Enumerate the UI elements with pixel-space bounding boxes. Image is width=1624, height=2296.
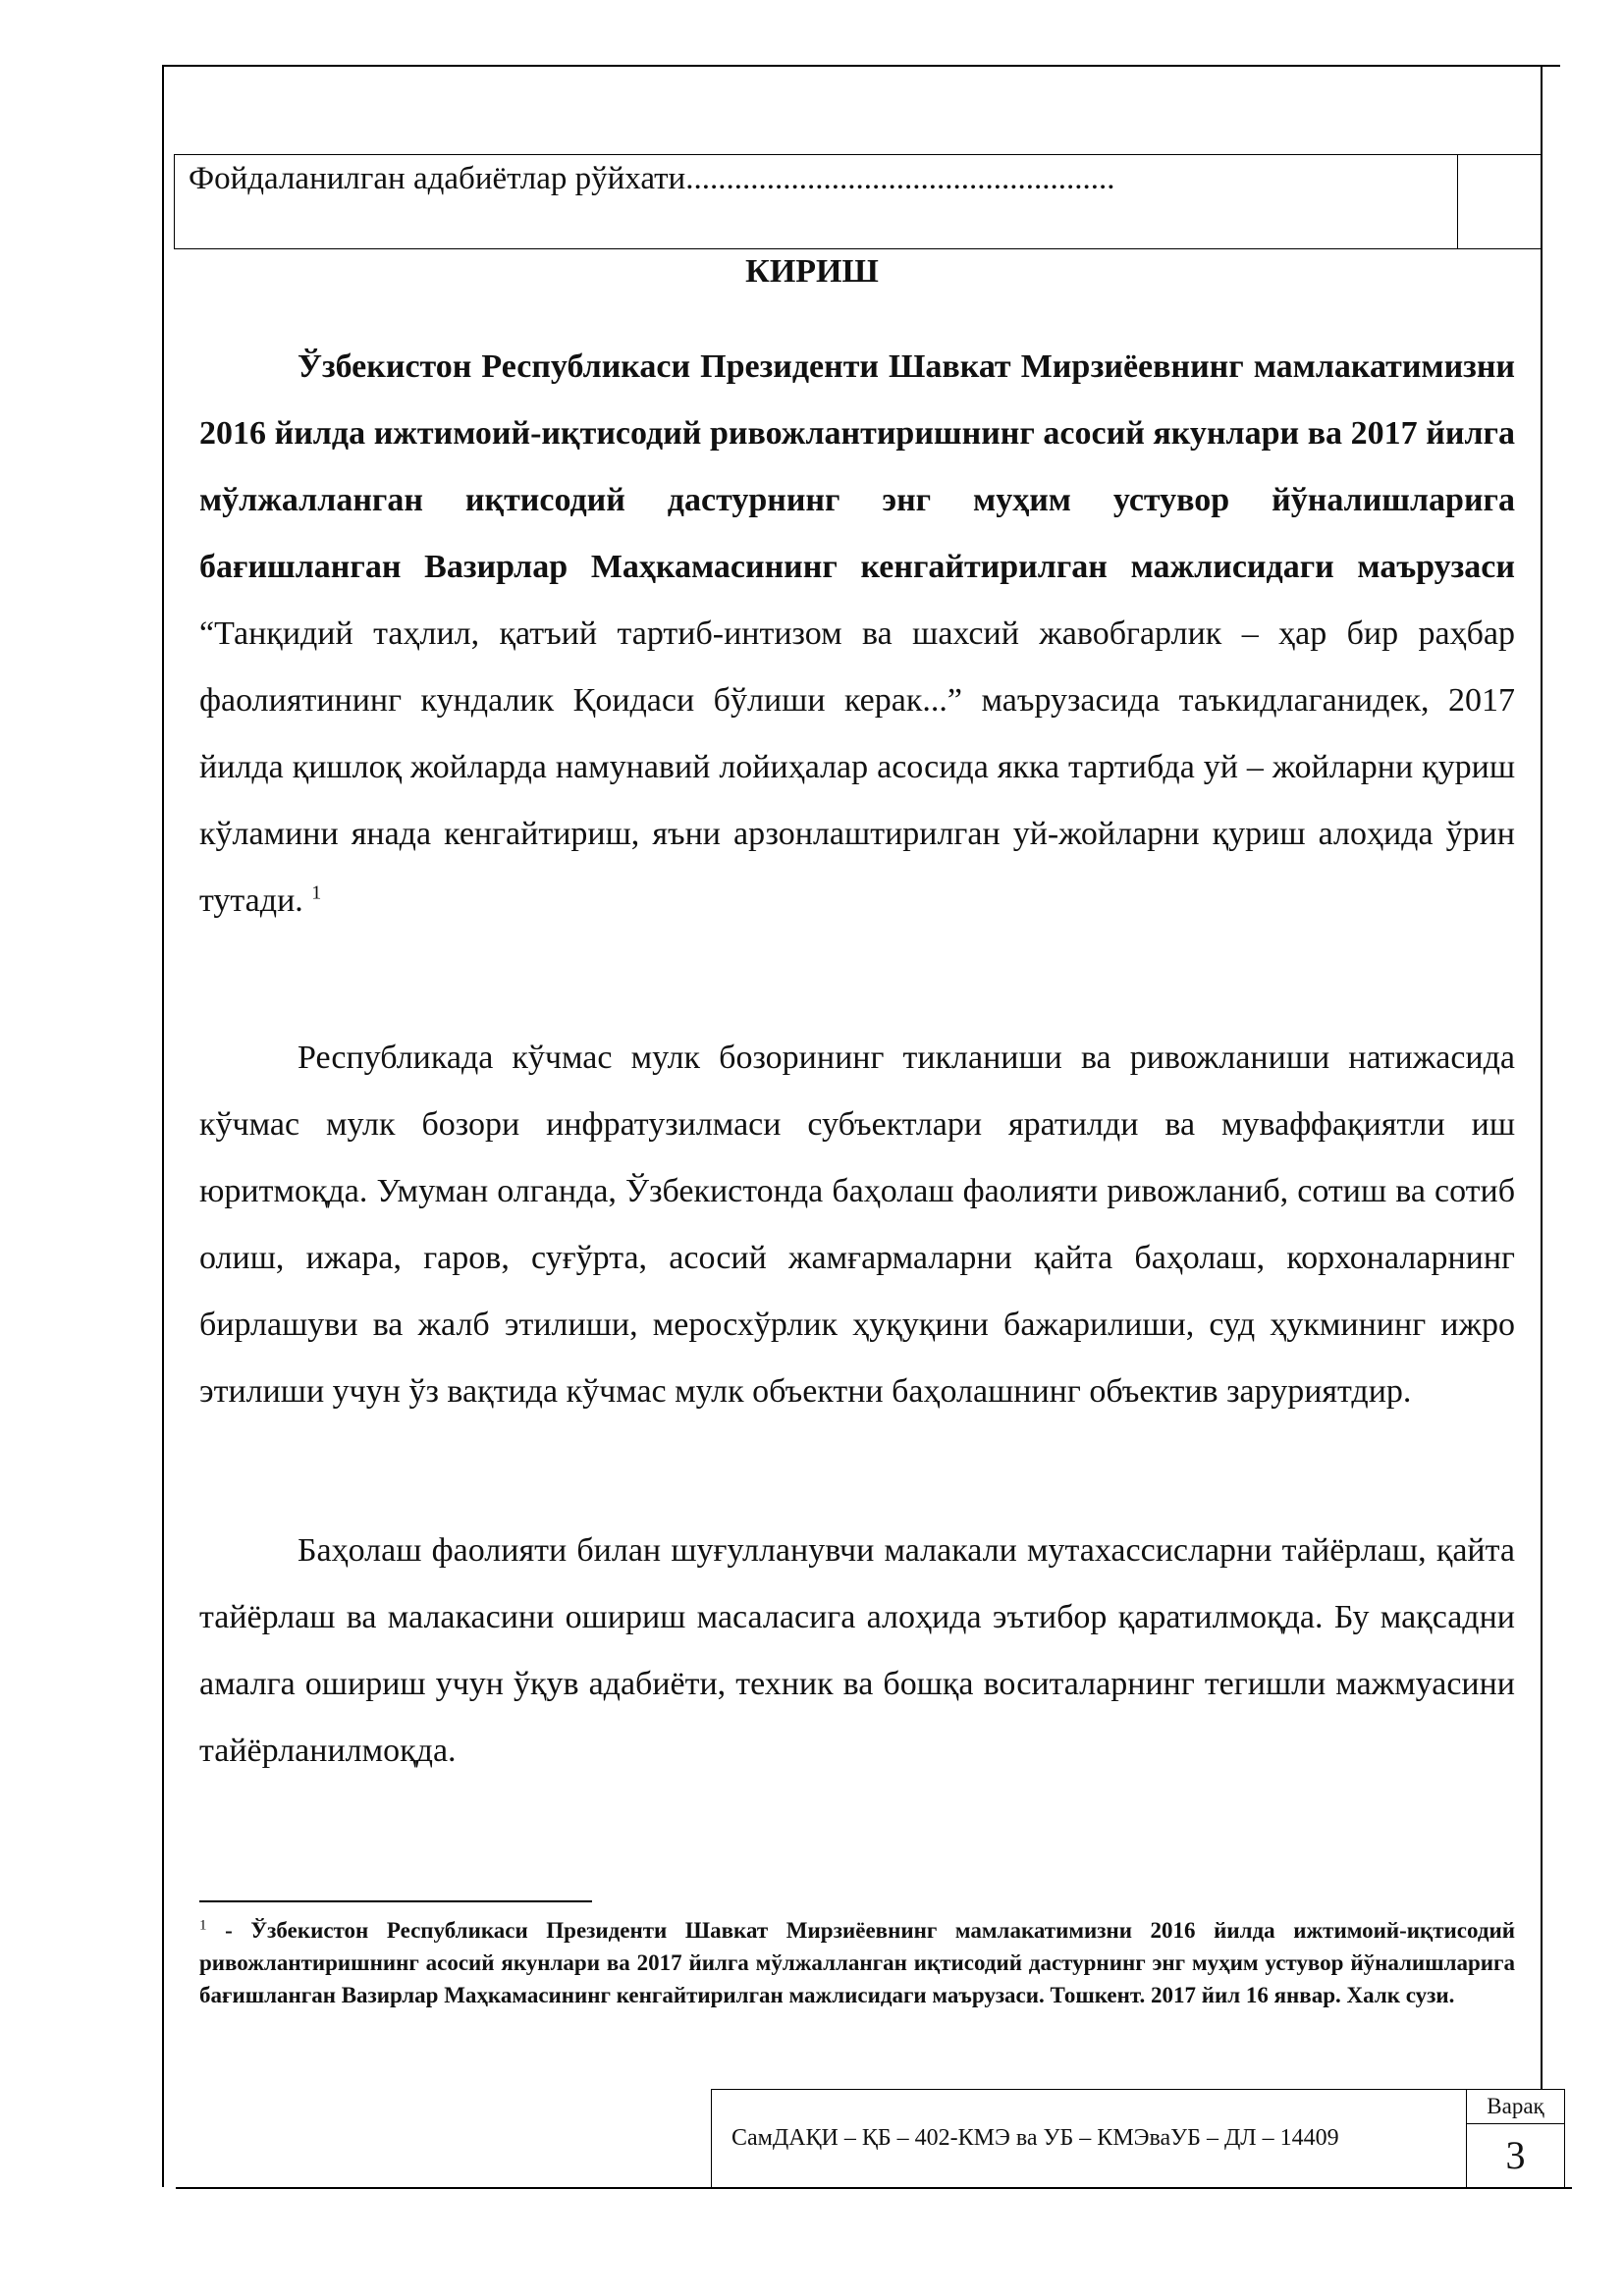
document-code: СамДАҚИ – ҚБ – 402-КМЭ ва УБ – КМЭваУБ – ДЛ – 14409	[731, 2125, 1339, 2151]
frame-right-line	[1541, 65, 1543, 2187]
paragraph-1-body: “Танқидий таҳлил, қатъий тартиб-интизом ва шахсий жавобгарлик – ҳар бир раҳбар фаолиятининг кундалик Қоидаси бўлиши керак...” маърузасида таъкидлаганидек, 2017 йилда қишлоқ жойларда намунавий лойиҳалар асосида якка тартибда уй – жойларни қуриш кўламини янада кенгайтириш, яъни арзонлаштирилган уй-жойларни қуриш алоҳида ўрин тутади.	[199, 615, 1515, 919]
section-heading: КИРИШ	[745, 253, 879, 290]
paragraph-2	[199, 1025, 1515, 1425]
sheet-number-box	[1466, 2089, 1565, 2188]
frame-top-line	[162, 65, 1560, 67]
paragraph-3	[199, 1518, 1515, 1785]
sheet-label: Варақ	[1467, 2090, 1564, 2124]
paragraph-2-body: Республикада кўчмас мулк бозорининг тикланиши ва ривожланиши натижасида кўчмас мулк бозори инфратузилмаси субъектлари яратилди ва муваффақиятли иш юритмоқда. Умуман олганда, Ўзбекистонда баҳолаш фаолияти ривожланиб, сотиш ва сотиб олиш, ижара, гаров, суғўрта, асосий жамғармаларни қайта баҳолаш, корхоналарнинг бирлашуви ва жалб этилиши, меросхўрлик ҳуқуқини бажарилиши, суд ҳукмининг ижро этилиши учун ўз вақтида кўчмас мулк объектни баҳолашнинг объектив заруриятдир.	[199, 1040, 1515, 1410]
paragraph-1-bold-lead: Ўзбекистон Республикаси Президенти Шавкат Мирзиёевнинг мамлакатимизни 2016 йилда ижтимоий-иқтисодий ривожлантиришнинг асосий якунлари ва 2017 йилга мўлжалланган иқтисодий дастурнинг энг муҳим устувор йўналишларига бағишланган Вазирлар Маҳкамасининг кенгайтирилган мажлисидаги маърузаси	[199, 348, 1515, 585]
footnote-reference: 1	[311, 881, 322, 904]
sheet-number: 3	[1505, 2133, 1526, 2177]
footnote-marker: 1	[199, 1917, 207, 1934]
toc-entry-text: Фойдаланилган адабиётлар рўйхати.....................................................	[189, 161, 1115, 196]
footnote-separator	[199, 1900, 592, 1902]
footnote	[199, 1914, 1515, 2011]
toc-page-number-cell	[1457, 155, 1541, 248]
paragraph-3-body: Баҳолаш фаолияти билан шуғулланувчи малакали мутахассисларни тайёрлаш, қайта тайёрлаш ва малакасини ошириш масаласига алоҳида эътибор қаратилмоқда. Бу мақсадни амалга ошириш учун ўқув адабиёти, техник ва бошқа воситаларнинг тегишли мажмуасини тайёрланилмоқда.	[199, 1532, 1515, 1769]
frame-left-line	[162, 65, 164, 2187]
toc-row	[174, 154, 1542, 249]
title-block	[711, 2089, 1561, 2188]
paragraph-1	[199, 334, 1515, 934]
footnote-text: - Ўзбекистон Республикаси Президенти Шавкат Мирзиёевнинг мамлакатимизни 2016 йилда ижтимоий-иқтисодий ривожлантиришнинг асосий якунлари ва 2017 йилга мўлжалланган иқтисодий дастурнинг энг муҳим устувор йўналишларига бағишланган Вазирлар Маҳкамасининг кенгайтирилган мажлисидаги маърузаси. Тошкент. 2017 йил 16 январ. Халк сузи.	[199, 1918, 1515, 2007]
